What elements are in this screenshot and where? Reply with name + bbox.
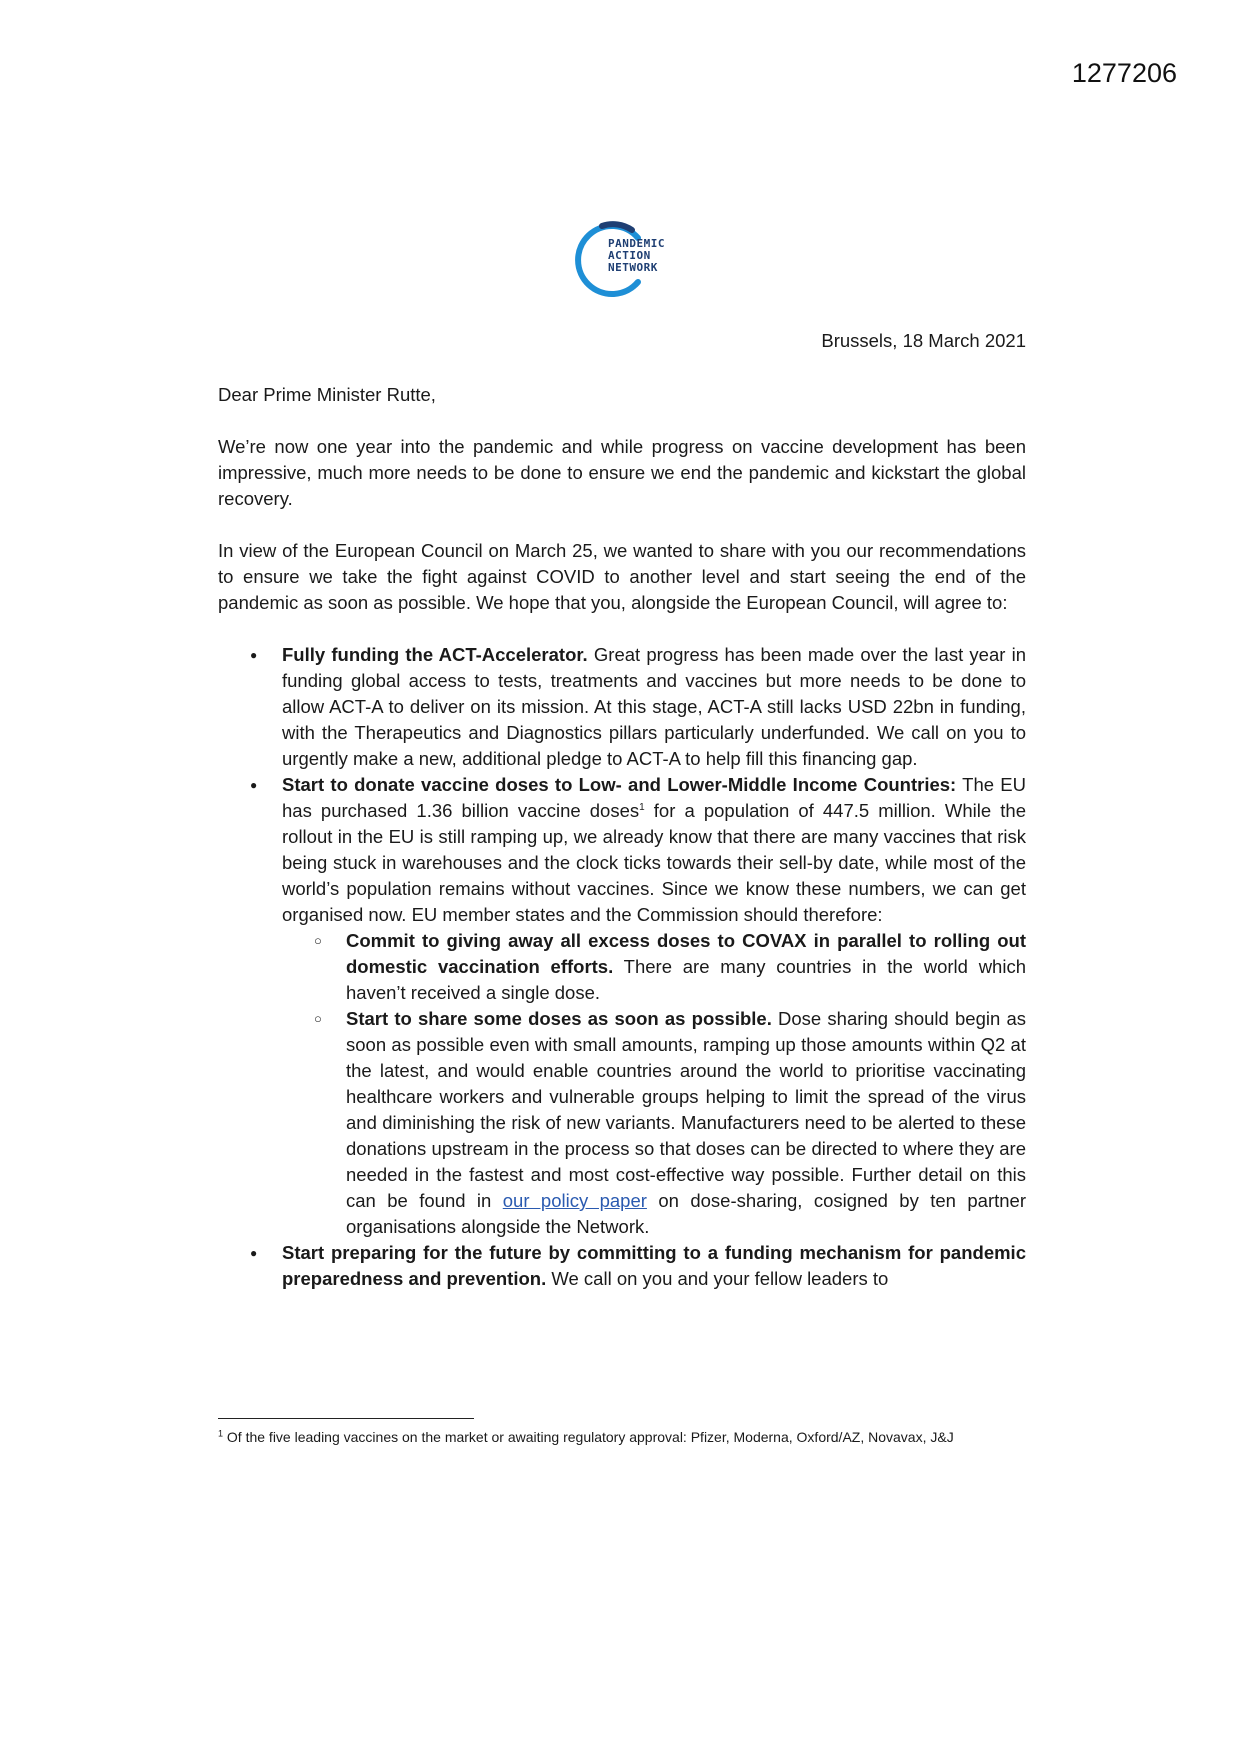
sub-bullet-covax [346,928,1026,1006]
logo-text [608,238,665,274]
document-id: 1277206 [1071,58,1177,88]
paragraph-context: In view of the European Council on March 25, we wanted to share with you our recommendations to ensure we take the fight against COVID to another level and start seeing the end of the pandemic as soon as possible. We hope that you, alongside the European Council, will agree to: [218,540,1026,613]
footnote-marker: 1 [218,1428,224,1439]
bullet-donate-doses [282,772,1026,1240]
recommendation-list [218,642,1026,1292]
sub-bullet-heading: Commit to giving away all excess doses to COVAX in parallel to rolling out domestic vaccination efforts. [346,930,1026,977]
logo-line-1: PANDEMIC [608,237,665,250]
sub-bullet-text: There are many countries in the world which haven’t received a single dose. [346,956,1026,1003]
bullet-text: for a population of 447.5 million. While the rollout in the EU is still ramping up, we already know that there are many vaccines that risk being stuck in warehouses and the clock ticks towards their sell-by date, while most of the world’s population remains without vaccines. Since we know these numbers, we can get organised now. EU member states and the Commission should therefore: [282,800,1026,925]
bullet-heading: Start preparing for the future by committing to a funding mechanism for pandemic preparedness and prevention. [282,1242,1026,1289]
logo-line-2: ACTION [608,249,651,262]
bullet-text: Great progress has been made over the last year in funding global access to tests, treatments and vaccines but more needs to be done to allow ACT-A to deliver on its mission. At this stage, ACT-A still lacks USD 22bn in funding, with the Therapeutics and Diagnostics pillars particularly underfunded. We call on you to urgently make a new, additional pledge to ACT-A to help fill this financing gap. [282,644,1026,769]
footnote-text: Of the five leading vaccines on the market or awaiting regulatory approval: Pfizer, Moderna, Oxford/AZ, Novavax, J&J [223,1429,954,1445]
sub-recommendation-list [282,928,1026,1240]
letter-date: Brussels, 18 March 2021 [821,330,1026,351]
sub-bullet-text: Dose sharing should begin as soon as possible even with small amounts, ramping up those amounts within Q2 at the latest, and would enable countries around the world to prioritise vaccinating healthcare workers and vulnerable groups helping to limit the spread of the virus and diminishing the risk of new variants. Manufacturers need to be alerted to these donations upstream in the process so that doses can be directed to where they are needed in the fastest and most cost-effective way possible. Further detail on this can be found in [346,1008,1026,1211]
sub-bullet-share-doses [346,1006,1026,1240]
bullet-text: The EU has purchased 1.36 billion vaccine doses [282,774,1026,821]
pandemic-action-network-logo [572,218,712,302]
bullet-text: We call on you and your fellow leaders to [546,1268,889,1289]
salutation: Dear Prime Minister Rutte, [218,384,436,405]
footnote-divider [218,1418,474,1419]
logo-line-3: NETWORK [608,261,658,274]
bullet-heading: Fully funding the ACT-Accelerator. [282,644,588,665]
sub-bullet-heading: Start to share some doses as soon as possible. [346,1008,772,1029]
letter-body [218,382,1026,1292]
footnote [218,1428,998,1446]
footnote-reference: 1 [639,801,645,813]
bullet-heading: Start to donate vaccine doses to Low- and Lower-Middle Income Countries: [282,774,957,795]
bullet-act-accelerator [282,642,1026,772]
paragraph-intro: We’re now one year into the pandemic and while progress on vaccine development has been impressive, much more needs to be done to ensure we end the pandemic and kickstart the global recovery. [218,436,1026,509]
bullet-preparedness-funding [282,1240,1026,1292]
sub-bullet-text: on dose-sharing, cosigned by ten partner organisations alongside the Network. [346,1190,1026,1237]
policy-paper-link[interactable]: our policy paper [502,1190,647,1211]
